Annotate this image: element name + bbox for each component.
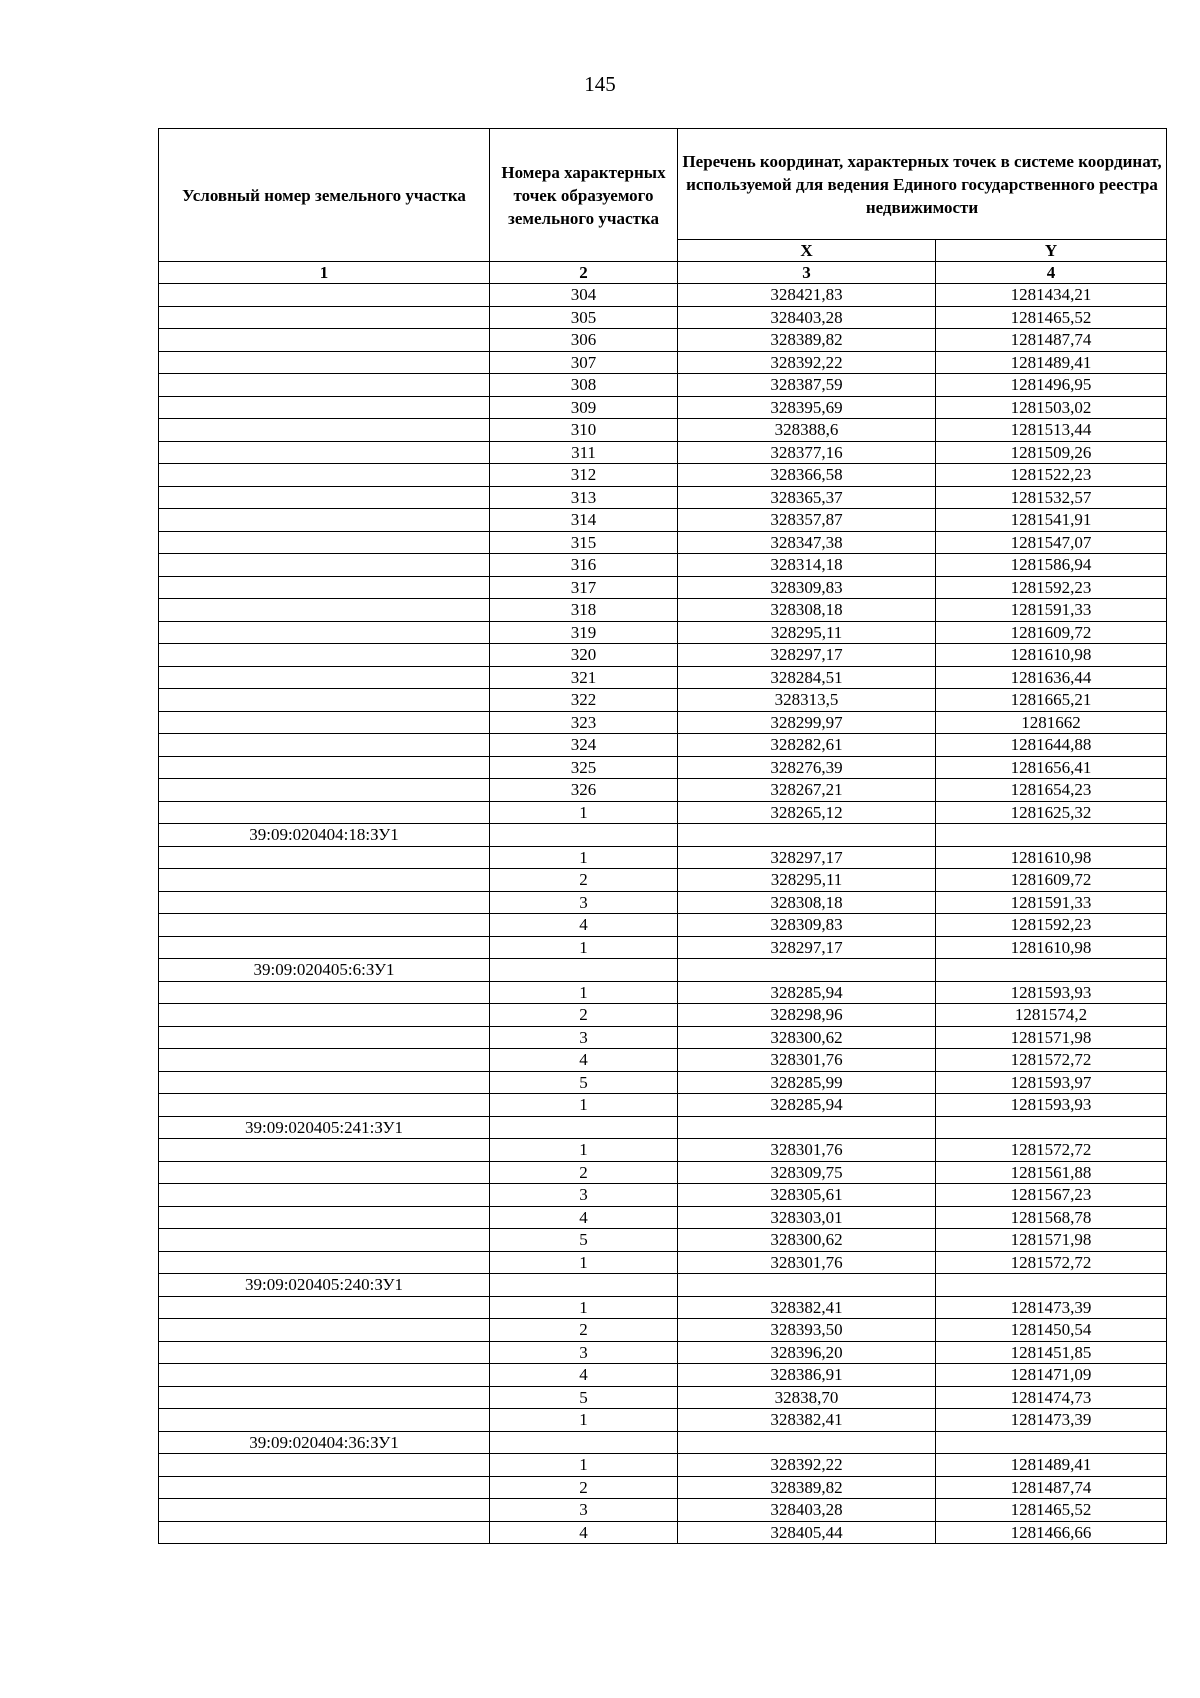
y-coordinate-cell: 1281574,2 xyxy=(936,1004,1167,1027)
parcel-number-cell xyxy=(159,1161,490,1184)
y-coordinate-cell: 1281473,39 xyxy=(936,1409,1167,1432)
table-row xyxy=(159,1431,1167,1454)
point-number-cell: 310 xyxy=(490,419,678,442)
parcel-number-cell xyxy=(159,621,490,644)
x-coordinate-cell: 328405,44 xyxy=(678,1521,936,1544)
point-number-cell: 1 xyxy=(490,981,678,1004)
x-coordinate-cell xyxy=(678,959,936,982)
y-coordinate-cell: 1281609,72 xyxy=(936,621,1167,644)
table-row xyxy=(159,1139,1167,1162)
table-row xyxy=(159,756,1167,779)
point-number-cell: 2 xyxy=(490,1161,678,1184)
y-coordinate-cell xyxy=(936,959,1167,982)
parcel-number-cell: 39:09:020404:18:ЗУ1 xyxy=(159,824,490,847)
x-coordinate-cell: 328389,82 xyxy=(678,329,936,352)
y-coordinate-cell: 1281644,88 xyxy=(936,734,1167,757)
y-coordinate-cell: 1281567,23 xyxy=(936,1184,1167,1207)
parcel-number-cell xyxy=(159,914,490,937)
parcel-number-cell xyxy=(159,1341,490,1364)
y-coordinate-cell: 1281547,07 xyxy=(936,531,1167,554)
x-coordinate-cell: 328299,97 xyxy=(678,711,936,734)
x-coordinate-cell: 328314,18 xyxy=(678,554,936,577)
y-coordinate-cell: 1281610,98 xyxy=(936,936,1167,959)
y-coordinate-cell: 1281662 xyxy=(936,711,1167,734)
table-row xyxy=(159,1521,1167,1544)
table-row xyxy=(159,1026,1167,1049)
point-number-cell: 315 xyxy=(490,531,678,554)
parcel-number-cell xyxy=(159,306,490,329)
x-coordinate-cell: 328392,22 xyxy=(678,351,936,374)
parcel-number-cell xyxy=(159,1454,490,1477)
y-coordinate-cell: 1281487,74 xyxy=(936,329,1167,352)
x-coordinate-cell: 328366,58 xyxy=(678,464,936,487)
y-coordinate-cell xyxy=(936,824,1167,847)
x-coordinate-cell: 328386,91 xyxy=(678,1364,936,1387)
parcel-number-cell xyxy=(159,711,490,734)
parcel-number-cell xyxy=(159,509,490,532)
table-row xyxy=(159,1049,1167,1072)
point-number-cell: 5 xyxy=(490,1071,678,1094)
x-coordinate-cell: 328285,99 xyxy=(678,1071,936,1094)
parcel-number-cell xyxy=(159,441,490,464)
y-coordinate-cell: 1281513,44 xyxy=(936,419,1167,442)
y-coordinate-cell: 1281522,23 xyxy=(936,464,1167,487)
column-number: 4 xyxy=(936,262,1167,284)
parcel-number-cell xyxy=(159,689,490,712)
point-number-cell: 1 xyxy=(490,1139,678,1162)
table-row xyxy=(159,1229,1167,1252)
x-coordinate-cell: 328303,01 xyxy=(678,1206,936,1229)
table-row xyxy=(159,666,1167,689)
x-coordinate-cell xyxy=(678,1431,936,1454)
point-number-cell: 1 xyxy=(490,1296,678,1319)
point-number-cell: 322 xyxy=(490,689,678,712)
parcel-number-cell xyxy=(159,1139,490,1162)
point-number-cell: 1 xyxy=(490,1409,678,1432)
y-coordinate-cell: 1281610,98 xyxy=(936,644,1167,667)
parcel-number-cell xyxy=(159,1409,490,1432)
y-coordinate-cell: 1281593,97 xyxy=(936,1071,1167,1094)
x-coordinate-cell: 328308,18 xyxy=(678,891,936,914)
point-number-cell: 3 xyxy=(490,1026,678,1049)
x-coordinate-cell: 328347,38 xyxy=(678,531,936,554)
table-row xyxy=(159,801,1167,824)
point-number-cell: 308 xyxy=(490,374,678,397)
table-row xyxy=(159,734,1167,757)
point-number-cell: 314 xyxy=(490,509,678,532)
x-coordinate-cell: 328295,11 xyxy=(678,869,936,892)
y-coordinate-cell: 1281451,85 xyxy=(936,1341,1167,1364)
x-coordinate-cell: 328382,41 xyxy=(678,1409,936,1432)
y-coordinate-cell: 1281450,54 xyxy=(936,1319,1167,1342)
y-coordinate-cell: 1281586,94 xyxy=(936,554,1167,577)
y-coordinate-cell: 1281572,72 xyxy=(936,1251,1167,1274)
parcel-number-cell xyxy=(159,1319,490,1342)
point-number-cell: 311 xyxy=(490,441,678,464)
x-coordinate-cell: 328377,16 xyxy=(678,441,936,464)
x-coordinate-cell: 328387,59 xyxy=(678,374,936,397)
parcel-number-cell xyxy=(159,554,490,577)
point-number-cell: 305 xyxy=(490,306,678,329)
point-number-cell: 1 xyxy=(490,801,678,824)
x-coordinate-cell xyxy=(678,1116,936,1139)
point-number-cell: 4 xyxy=(490,914,678,937)
y-coordinate-cell: 1281496,95 xyxy=(936,374,1167,397)
parcel-number-cell xyxy=(159,734,490,757)
x-coordinate-cell: 328305,61 xyxy=(678,1184,936,1207)
table-row xyxy=(159,509,1167,532)
coordinates-table xyxy=(158,128,1167,1544)
point-number-cell: 3 xyxy=(490,1341,678,1364)
parcel-number-cell xyxy=(159,1521,490,1544)
point-number-cell: 3 xyxy=(490,1499,678,1522)
x-coordinate-cell: 328365,37 xyxy=(678,486,936,509)
point-number-cell: 325 xyxy=(490,756,678,779)
x-coordinate-cell: 328309,83 xyxy=(678,914,936,937)
parcel-number-cell xyxy=(159,756,490,779)
y-coordinate-cell: 1281654,23 xyxy=(936,779,1167,802)
y-coordinate-cell: 1281571,98 xyxy=(936,1229,1167,1252)
point-number-cell: 324 xyxy=(490,734,678,757)
y-coordinate-cell: 1281434,21 xyxy=(936,284,1167,307)
y-coordinate-cell: 1281593,93 xyxy=(936,1094,1167,1117)
x-coordinate-cell: 328265,12 xyxy=(678,801,936,824)
table-row xyxy=(159,689,1167,712)
y-coordinate-cell: 1281503,02 xyxy=(936,396,1167,419)
table-row xyxy=(159,374,1167,397)
y-coordinate-cell: 1281489,41 xyxy=(936,1454,1167,1477)
x-coordinate-cell: 328301,76 xyxy=(678,1049,936,1072)
x-coordinate-cell: 328395,69 xyxy=(678,396,936,419)
point-number-cell: 1 xyxy=(490,1094,678,1117)
point-number-cell xyxy=(490,959,678,982)
y-coordinate-cell: 1281625,32 xyxy=(936,801,1167,824)
column-number: 1 xyxy=(159,262,490,284)
y-coordinate-cell: 1281572,72 xyxy=(936,1049,1167,1072)
point-number-cell: 1 xyxy=(490,846,678,869)
parcel-number-cell: 39:09:020405:240:ЗУ1 xyxy=(159,1274,490,1297)
x-coordinate-cell xyxy=(678,824,936,847)
table-row xyxy=(159,1386,1167,1409)
table-row xyxy=(159,1341,1167,1364)
table-row xyxy=(159,891,1167,914)
y-coordinate-cell: 1281665,21 xyxy=(936,689,1167,712)
point-number-cell: 4 xyxy=(490,1049,678,1072)
parcel-number-cell xyxy=(159,531,490,554)
x-coordinate-cell: 328282,61 xyxy=(678,734,936,757)
table-row xyxy=(159,846,1167,869)
y-coordinate-cell: 1281487,74 xyxy=(936,1476,1167,1499)
point-number-cell: 319 xyxy=(490,621,678,644)
point-number-cell xyxy=(490,824,678,847)
y-coordinate-cell: 1281636,44 xyxy=(936,666,1167,689)
point-number-cell xyxy=(490,1274,678,1297)
x-coordinate-cell: 328300,62 xyxy=(678,1229,936,1252)
parcel-number-cell xyxy=(159,351,490,374)
table-row xyxy=(159,419,1167,442)
header-y: Y xyxy=(936,240,1167,262)
column-number: 2 xyxy=(490,262,678,284)
y-coordinate-cell: 1281656,41 xyxy=(936,756,1167,779)
point-number-cell: 309 xyxy=(490,396,678,419)
table-row xyxy=(159,1206,1167,1229)
y-coordinate-cell xyxy=(936,1274,1167,1297)
x-coordinate-cell: 328403,28 xyxy=(678,306,936,329)
table-row xyxy=(159,441,1167,464)
point-number-cell: 326 xyxy=(490,779,678,802)
x-coordinate-cell: 328403,28 xyxy=(678,1499,936,1522)
table-row xyxy=(159,1161,1167,1184)
point-number-cell: 2 xyxy=(490,1004,678,1027)
x-coordinate-cell: 328309,75 xyxy=(678,1161,936,1184)
y-coordinate-cell: 1281532,57 xyxy=(936,486,1167,509)
y-coordinate-cell: 1281591,33 xyxy=(936,599,1167,622)
parcel-number-cell xyxy=(159,1476,490,1499)
parcel-number-cell xyxy=(159,644,490,667)
y-coordinate-cell: 1281572,72 xyxy=(936,1139,1167,1162)
x-coordinate-cell: 328267,21 xyxy=(678,779,936,802)
table-row xyxy=(159,1184,1167,1207)
point-number-cell: 1 xyxy=(490,1454,678,1477)
header-coordinates-list: Перечень координат, характерных точек в системе координат, используемой для ведения Единого государственного реестра недвижимости xyxy=(678,129,1167,240)
point-number-cell: 318 xyxy=(490,599,678,622)
parcel-number-cell xyxy=(159,1184,490,1207)
parcel-number-cell xyxy=(159,576,490,599)
table-row xyxy=(159,914,1167,937)
parcel-number-cell xyxy=(159,891,490,914)
y-coordinate-cell: 1281591,33 xyxy=(936,891,1167,914)
x-coordinate-cell: 328295,11 xyxy=(678,621,936,644)
table-row xyxy=(159,1251,1167,1274)
x-coordinate-cell: 328301,76 xyxy=(678,1251,936,1274)
point-number-cell: 323 xyxy=(490,711,678,734)
x-coordinate-cell: 328382,41 xyxy=(678,1296,936,1319)
table-row xyxy=(159,599,1167,622)
point-number-cell: 316 xyxy=(490,554,678,577)
parcel-number-cell xyxy=(159,396,490,419)
table-row xyxy=(159,779,1167,802)
header-point-numbers: Номера характерных точек образуемого земельного участка xyxy=(490,129,678,262)
page-number: 145 xyxy=(584,72,616,96)
table-row xyxy=(159,531,1167,554)
point-number-cell: 3 xyxy=(490,891,678,914)
y-coordinate-cell: 1281571,98 xyxy=(936,1026,1167,1049)
point-number-cell: 2 xyxy=(490,1319,678,1342)
point-number-cell: 306 xyxy=(490,329,678,352)
table-row xyxy=(159,284,1167,307)
table-row xyxy=(159,936,1167,959)
y-coordinate-cell: 1281489,41 xyxy=(936,351,1167,374)
table-body xyxy=(159,284,1167,1544)
parcel-number-cell xyxy=(159,1049,490,1072)
point-number-cell: 317 xyxy=(490,576,678,599)
x-coordinate-cell: 328285,94 xyxy=(678,1094,936,1117)
y-coordinate-cell: 1281471,09 xyxy=(936,1364,1167,1387)
parcel-number-cell xyxy=(159,1206,490,1229)
x-coordinate-cell xyxy=(678,1274,936,1297)
table-row xyxy=(159,1476,1167,1499)
point-number-cell: 307 xyxy=(490,351,678,374)
point-number-cell: 3 xyxy=(490,1184,678,1207)
x-coordinate-cell: 328309,83 xyxy=(678,576,936,599)
x-coordinate-cell: 328297,17 xyxy=(678,644,936,667)
parcel-number-cell xyxy=(159,666,490,689)
table-row xyxy=(159,959,1167,982)
table-row xyxy=(159,711,1167,734)
y-coordinate-cell: 1281568,78 xyxy=(936,1206,1167,1229)
point-number-cell: 320 xyxy=(490,644,678,667)
table-row xyxy=(159,824,1167,847)
table-row xyxy=(159,1116,1167,1139)
parcel-number-cell xyxy=(159,846,490,869)
parcel-number-cell xyxy=(159,981,490,1004)
parcel-number-cell xyxy=(159,1296,490,1319)
x-coordinate-cell: 328276,39 xyxy=(678,756,936,779)
parcel-number-cell: 39:09:020405:6:ЗУ1 xyxy=(159,959,490,982)
y-coordinate-cell: 1281541,91 xyxy=(936,509,1167,532)
point-number-cell: 312 xyxy=(490,464,678,487)
point-number-cell: 4 xyxy=(490,1521,678,1544)
parcel-number-cell xyxy=(159,329,490,352)
table-row xyxy=(159,306,1167,329)
x-coordinate-cell: 328357,87 xyxy=(678,509,936,532)
parcel-number-cell xyxy=(159,419,490,442)
point-number-cell: 4 xyxy=(490,1206,678,1229)
parcel-number-cell xyxy=(159,1026,490,1049)
parcel-number-cell xyxy=(159,1251,490,1274)
table-row xyxy=(159,464,1167,487)
y-coordinate-cell: 1281474,73 xyxy=(936,1386,1167,1409)
parcel-number-cell xyxy=(159,1229,490,1252)
parcel-number-cell xyxy=(159,779,490,802)
y-coordinate-cell: 1281610,98 xyxy=(936,846,1167,869)
point-number-cell: 313 xyxy=(490,486,678,509)
table-row xyxy=(159,1454,1167,1477)
table-row xyxy=(159,554,1167,577)
point-number-cell: 321 xyxy=(490,666,678,689)
x-coordinate-cell: 328388,6 xyxy=(678,419,936,442)
parcel-number-cell: 39:09:020404:36:ЗУ1 xyxy=(159,1431,490,1454)
table-row xyxy=(159,1364,1167,1387)
parcel-number-cell xyxy=(159,284,490,307)
x-coordinate-cell: 328421,83 xyxy=(678,284,936,307)
point-number-cell: 2 xyxy=(490,869,678,892)
point-number-cell: 1 xyxy=(490,1251,678,1274)
table-row xyxy=(159,329,1167,352)
table-row xyxy=(159,1296,1167,1319)
parcel-number-cell xyxy=(159,869,490,892)
point-number-cell: 5 xyxy=(490,1386,678,1409)
point-number-cell: 304 xyxy=(490,284,678,307)
point-number-cell: 4 xyxy=(490,1364,678,1387)
y-coordinate-cell xyxy=(936,1431,1167,1454)
table-row xyxy=(159,644,1167,667)
parcel-number-cell xyxy=(159,1364,490,1387)
point-number-cell xyxy=(490,1431,678,1454)
y-coordinate-cell: 1281465,52 xyxy=(936,1499,1167,1522)
parcel-number-cell xyxy=(159,486,490,509)
x-coordinate-cell: 32838,70 xyxy=(678,1386,936,1409)
x-coordinate-cell: 328298,96 xyxy=(678,1004,936,1027)
x-coordinate-cell: 328393,50 xyxy=(678,1319,936,1342)
table-row xyxy=(159,351,1167,374)
parcel-number-cell: 39:09:020405:241:ЗУ1 xyxy=(159,1116,490,1139)
table-row xyxy=(159,1094,1167,1117)
point-number-cell: 2 xyxy=(490,1476,678,1499)
y-coordinate-cell: 1281609,72 xyxy=(936,869,1167,892)
parcel-number-cell xyxy=(159,464,490,487)
x-coordinate-cell: 328313,5 xyxy=(678,689,936,712)
x-coordinate-cell: 328284,51 xyxy=(678,666,936,689)
x-coordinate-cell: 328300,62 xyxy=(678,1026,936,1049)
table-row xyxy=(159,1071,1167,1094)
point-number-cell: 5 xyxy=(490,1229,678,1252)
table-row xyxy=(159,1319,1167,1342)
point-number-cell xyxy=(490,1116,678,1139)
y-coordinate-cell: 1281561,88 xyxy=(936,1161,1167,1184)
header-parcel-number: Условный номер земельного участка xyxy=(159,129,490,262)
x-coordinate-cell: 328297,17 xyxy=(678,936,936,959)
column-number: 3 xyxy=(678,262,936,284)
table-row xyxy=(159,576,1167,599)
parcel-number-cell xyxy=(159,599,490,622)
parcel-number-cell xyxy=(159,801,490,824)
x-coordinate-cell: 328396,20 xyxy=(678,1341,936,1364)
header-x: X xyxy=(678,240,936,262)
table-row xyxy=(159,486,1167,509)
x-coordinate-cell: 328389,82 xyxy=(678,1476,936,1499)
y-coordinate-cell: 1281592,23 xyxy=(936,576,1167,599)
y-coordinate-cell xyxy=(936,1116,1167,1139)
table-row xyxy=(159,396,1167,419)
parcel-number-cell xyxy=(159,1071,490,1094)
parcel-number-cell xyxy=(159,1386,490,1409)
y-coordinate-cell: 1281473,39 xyxy=(936,1296,1167,1319)
y-coordinate-cell: 1281465,52 xyxy=(936,306,1167,329)
table-row xyxy=(159,1499,1167,1522)
parcel-number-cell xyxy=(159,1004,490,1027)
table-row xyxy=(159,621,1167,644)
table-row xyxy=(159,981,1167,1004)
y-coordinate-cell: 1281509,26 xyxy=(936,441,1167,464)
parcel-number-cell xyxy=(159,1499,490,1522)
parcel-number-cell xyxy=(159,374,490,397)
table-row xyxy=(159,1274,1167,1297)
point-number-cell: 1 xyxy=(490,936,678,959)
table-row xyxy=(159,1409,1167,1432)
x-coordinate-cell: 328285,94 xyxy=(678,981,936,1004)
table-row xyxy=(159,1004,1167,1027)
x-coordinate-cell: 328297,17 xyxy=(678,846,936,869)
parcel-number-cell xyxy=(159,1094,490,1117)
table-row xyxy=(159,869,1167,892)
x-coordinate-cell: 328301,76 xyxy=(678,1139,936,1162)
y-coordinate-cell: 1281593,93 xyxy=(936,981,1167,1004)
x-coordinate-cell: 328308,18 xyxy=(678,599,936,622)
x-coordinate-cell: 328392,22 xyxy=(678,1454,936,1477)
parcel-number-cell xyxy=(159,936,490,959)
y-coordinate-cell: 1281466,66 xyxy=(936,1521,1167,1544)
y-coordinate-cell: 1281592,23 xyxy=(936,914,1167,937)
